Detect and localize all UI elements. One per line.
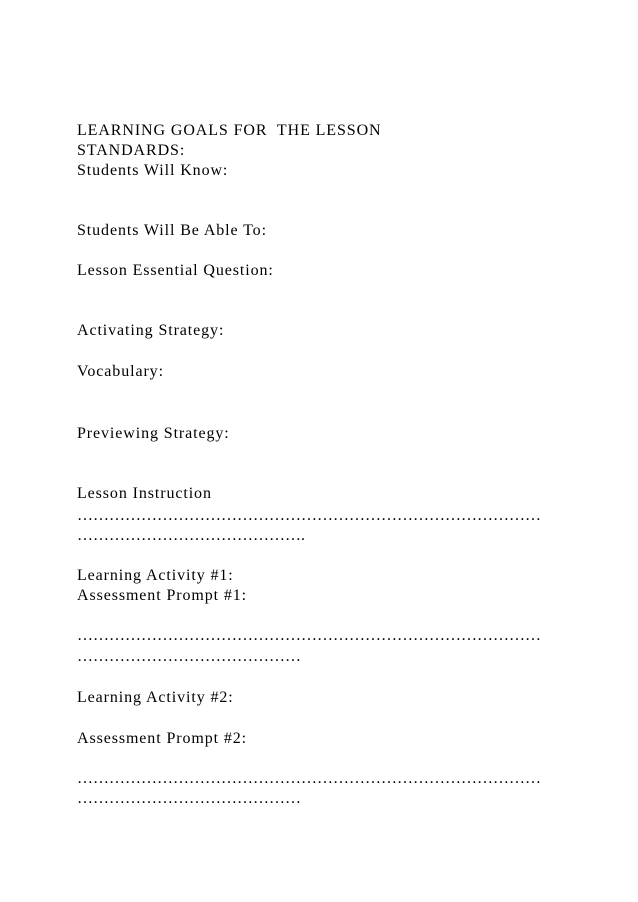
dotted-rule-3-short: ……………………………………	[77, 790, 301, 807]
learning-activity-1-label: Learning Activity #1:	[77, 567, 234, 584]
students-will-be-able-to-label: Students Will Be Able To:	[77, 222, 267, 239]
dotted-rule-1-long: ……………………………………………………………………………	[77, 507, 541, 524]
lesson-instruction-label: Lesson Instruction	[77, 485, 212, 502]
title-line-2: STANDARDS:	[77, 142, 186, 159]
vocabulary-label: Vocabulary:	[77, 363, 164, 380]
dotted-rule-2-short: ……………………………………	[77, 648, 301, 665]
title-line-1: LEARNING GOALS FOR THE LESSON	[77, 122, 382, 139]
students-will-know-label: Students Will Know:	[77, 162, 229, 179]
assessment-prompt-2-label: Assessment Prompt #2:	[77, 730, 248, 747]
learning-activity-2-label: Learning Activity #2:	[77, 689, 234, 706]
lesson-essential-question-label: Lesson Essential Question:	[77, 262, 274, 279]
dotted-rule-3-long: ……………………………………………………………………………	[77, 770, 541, 787]
dotted-rule-1-short: …………………………………….	[77, 527, 305, 544]
assessment-prompt-1-label: Assessment Prompt #1:	[77, 587, 248, 604]
previewing-strategy-label: Previewing Strategy:	[77, 425, 230, 442]
dotted-rule-2-long: ……………………………………………………………………………	[77, 627, 541, 644]
activating-strategy-label: Activating Strategy:	[77, 322, 225, 339]
